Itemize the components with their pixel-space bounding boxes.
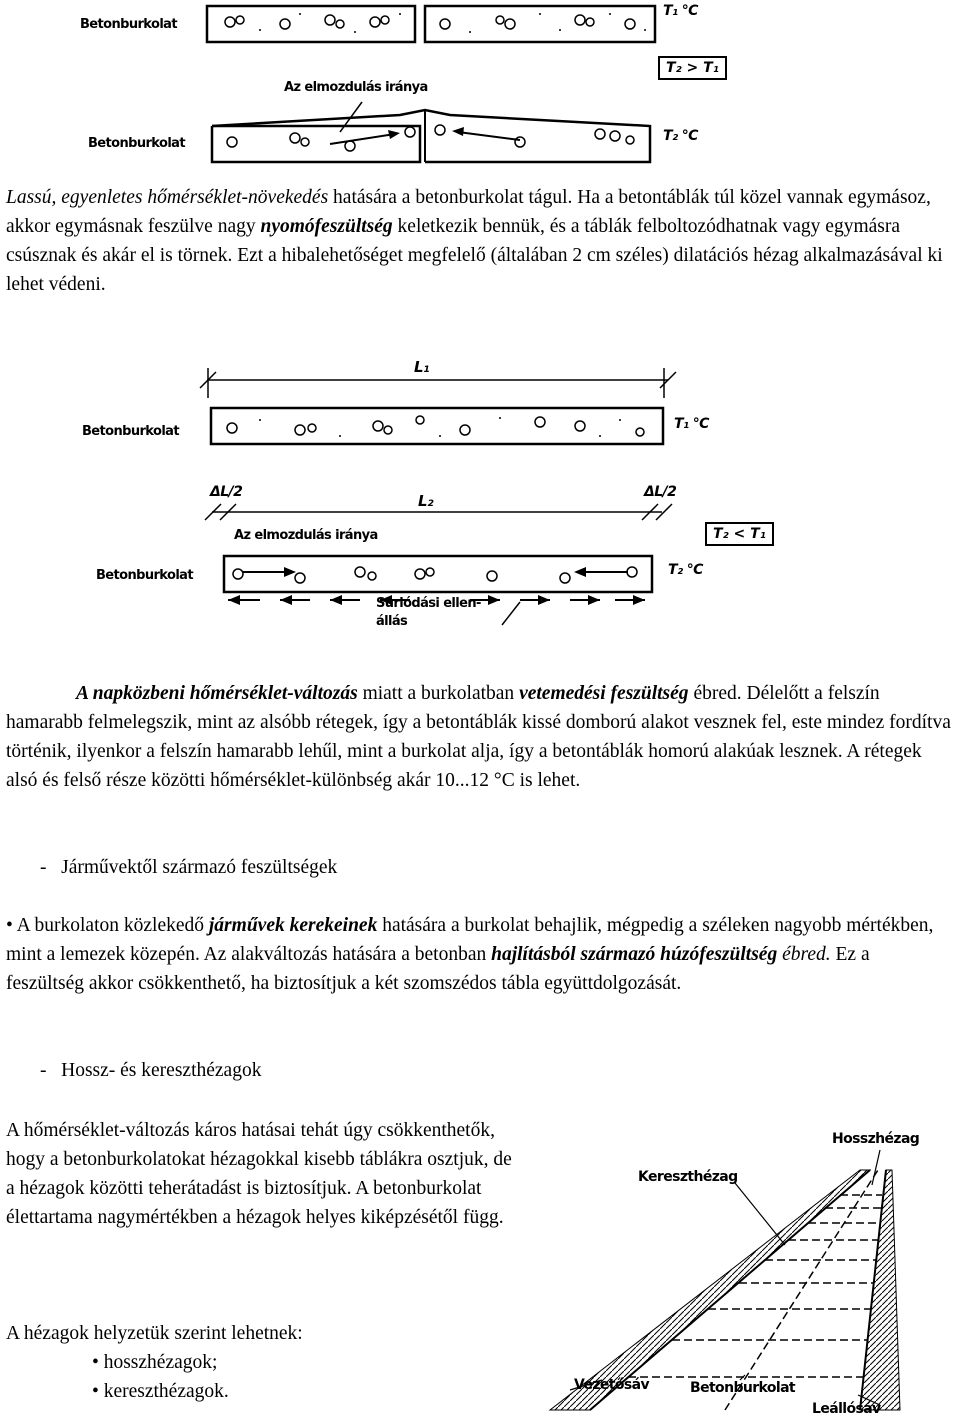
- label-temp-bottom: T₂ °C: [663, 128, 698, 144]
- para3-emph3: ébred.: [777, 944, 831, 965]
- figure-thermal-expansion: [0, 0, 960, 170]
- para1-emph: nyomófeszültség: [260, 216, 393, 237]
- label-direction: Az elmozdulás iránya: [284, 80, 428, 95]
- figure-contraction: [0, 350, 960, 650]
- label-temp-bottom-2: T₂ °C: [668, 562, 703, 578]
- label-betonburkolat-bottom: Betonburkolat: [88, 136, 185, 151]
- para1-text-b: keletkezik bennük, és a táblák felboltozódhatnak vagy egymásra csúsznak és akár el is törnek. Ezt a hibalehetőséget megfelelő (általában 2 cm széles) dilatációs hézag alkalmazásával ki lehet védeni.: [6, 216, 943, 295]
- heading-vehicle-stress: - Járművektől származó feszültségek: [40, 857, 338, 878]
- paragraph-expansion: [6, 183, 952, 299]
- paragraph-joints: A hőmérséklet-változás káros hatásai tehát úgy csökkenthetők, hogy a betonburkolatokat hézagokkal kisebb táblákra osztjuk, de a hézagok közötti teherátadást is biztosítjuk. A betonburkolat élettartama nagymértékben a hézagok helyes kiképzésétől függ.: [6, 1120, 512, 1228]
- label-betonburkolat-top-2: Betonburkolat: [82, 424, 179, 439]
- label-betonburkolat-road: Betonburkolat: [690, 1380, 796, 1396]
- label-leallosav: Leállósáv: [812, 1401, 881, 1417]
- para1-text-a: hatására a betonburkolat tágul. Ha a betontáblák túl közel vannak egymásoz, akkor egymásnak feszülve nagy: [6, 187, 931, 237]
- para3-bullet: •: [6, 915, 13, 936]
- para2-text-b: ébred. Délelőtt a felszín hamarabb felmelegszik, mint az alsóbb rétegek, így a betontáblák kissé domború alakot vesznek fel, este mindez fordítva történik, ilyenkor a felszín hamarabb lehűl, mint a burkolat alja, így a betontáblák homorú alakúak lesznek. A rétegek alsó és felső része közötti hőmérséklet-különbség akár 10...12 °C is lehet.: [6, 683, 951, 791]
- figure-road-joints: [540, 1125, 960, 1418]
- label-vezetosav: Vezetősáv: [574, 1377, 650, 1393]
- label-dl-left: ΔL/2: [210, 484, 243, 500]
- para3-emph2: hajlításból származó húzófeszültség: [491, 944, 778, 965]
- paragraph-warping: [6, 679, 952, 795]
- para2-emph: vetemedési feszültség: [519, 683, 689, 704]
- label-dl-right: ΔL/2: [644, 484, 677, 500]
- para3-emph1: járművek kerekeinek: [208, 915, 378, 936]
- label-compare-2: T₂ < T₁: [705, 522, 774, 546]
- label-temp-top: T₁ °C: [663, 3, 698, 19]
- para2-text-a: miatt a burkolatban: [357, 683, 520, 704]
- label-compare: T₂ > T₁: [658, 56, 727, 80]
- label-betonburkolat-bottom-2: Betonburkolat: [96, 568, 193, 583]
- para3-text-c: Ez a feszültség akkor csökkenthető, ha biztosítjuk a két szomszédos tábla együttdolgozását.: [6, 944, 870, 994]
- label-betonburkolat-top: Betonburkolat: [80, 17, 177, 32]
- para1-lead: Lassú, egyenletes hőmérséklet-növekedés: [6, 187, 329, 208]
- label-hosszhezag: Hosszhézag: [832, 1131, 920, 1147]
- label-l1: L₁: [414, 358, 429, 376]
- list-item-hosszhezag: • hosszhézagok;: [92, 1352, 218, 1373]
- paragraph-vehicle: [6, 911, 952, 998]
- list-item-keresztezag: • kereszthézagok.: [92, 1381, 229, 1402]
- label-temp-top-2: T₁ °C: [674, 416, 709, 432]
- para2-lead: A napközbeni hőmérséklet-változás: [76, 683, 358, 704]
- label-l2: L₂: [418, 492, 433, 510]
- label-keresztezag: Kereszthézag: [638, 1169, 738, 1185]
- paragraph-joint-types: A hézagok helyzetük szerint lehetnek:: [6, 1323, 303, 1344]
- label-friction-2: állás: [376, 614, 408, 629]
- para3-text-a: A burkolaton közlekedő: [12, 915, 209, 936]
- road-perspective: [540, 1125, 960, 1418]
- label-direction-2: Az elmozdulás iránya: [234, 528, 378, 543]
- label-friction-1: Súrlódási ellen-: [376, 596, 481, 611]
- heading-joints: - Hossz- és kereszthézagok: [40, 1060, 262, 1081]
- para3-text-b: hatására a burkolat behajlik, mégpedig a széleken nagyobb mértékben, mint a lemezek közepén. Az alakváltozás hatására a betonban: [6, 915, 934, 965]
